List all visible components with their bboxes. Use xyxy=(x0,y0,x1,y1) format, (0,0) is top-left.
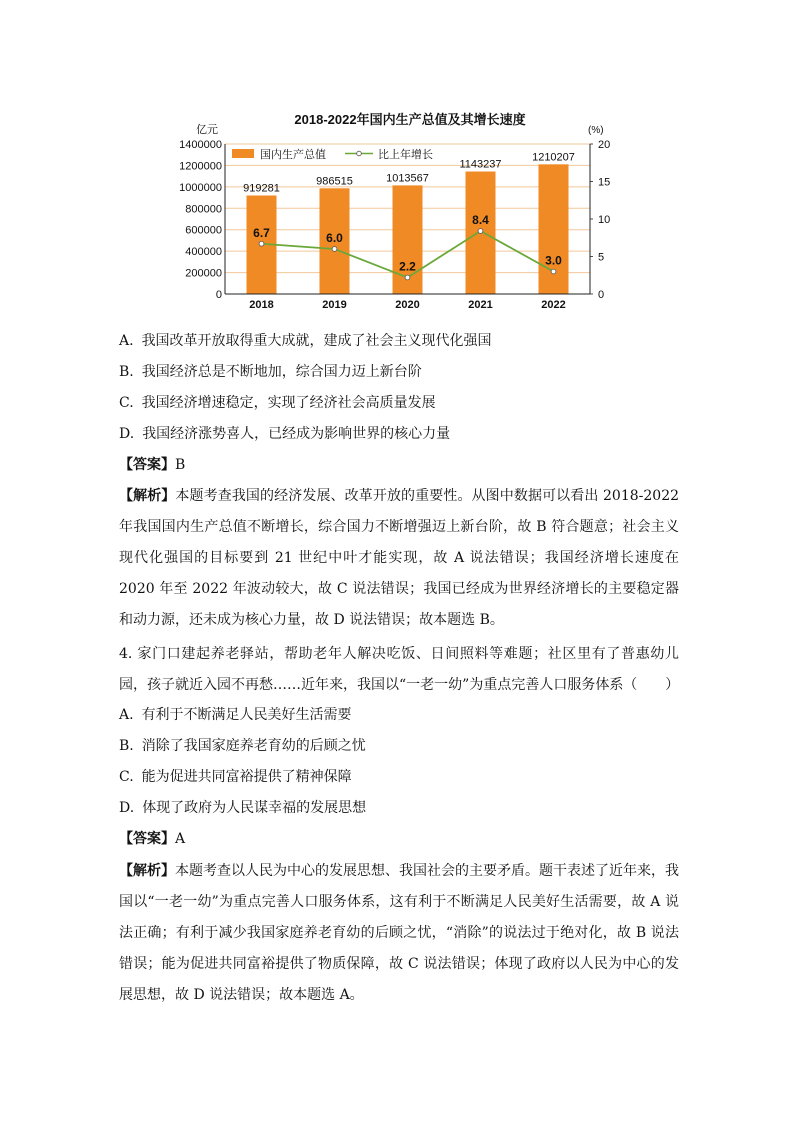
bar-value-label: 1143237 xyxy=(459,158,502,171)
q4-option-d: D. 体现了政府为人民谋幸福的发展思想 xyxy=(119,800,367,816)
bar-value-label: 919281 xyxy=(243,182,280,195)
q3-answer: 【答案】B xyxy=(119,457,186,473)
right-axis-unit: (%) xyxy=(588,125,604,136)
q4-answer: 【答案】A xyxy=(119,831,186,847)
q3-analysis: 【解析】本题考查我国的经济发展、改革开放的重要性。从图中数据可以看出 2018-2022 年我国国内生产总值不断增长，综合国力不断增强迈上新台阶，故 B 符合题意；社会主义现代化强国的目标要到 21 世纪中叶才能实现，故 A 说法错误；我国经济增长速度在 2020 年至 2022 年波动较大，故 C 说法错误；我国已经成为世界经济增长的主要稳定器和动力源，还未成为核心力量，故 D 说法错误；故本题选 B。 xyxy=(119,488,680,628)
q4-analysis: 【解析】本题考查以人民为中心的发展思想、我国社会的主要矛盾。题干表述了近年来，我国以“一老一幼”为重点完善人口服务体系，这有利于不断满足人民美好生活需要，故 A 说法正确；有利于减少我国家庭养老育幼的后顾之忧，“消除”的说法过于绝对化，故 B 说法错误；能为促进共同富裕提供了物质保障，故 C 说法错误；体现了政府以人民为中心的发展思想，故 D 说法错误；故本题选 A。 xyxy=(119,863,679,1003)
bar-value-label: 1013567 xyxy=(386,172,429,185)
bar-value-label: 986515 xyxy=(316,175,353,188)
left-axis-unit: 亿元 xyxy=(196,124,218,136)
growth-value-label: 8.4 xyxy=(472,213,489,227)
right-tick-label: 15 xyxy=(598,176,611,189)
chart-title: 2018-2022年国内生产总值及其增长速度 xyxy=(294,112,526,127)
right-tick-label: 0 xyxy=(598,289,605,301)
growth-point xyxy=(405,275,410,280)
legend xyxy=(232,147,433,161)
left-tick-label: 400000 xyxy=(185,246,222,259)
x-tick-label: 2021 xyxy=(468,299,493,311)
legend-bar-label: 国内生产总值 xyxy=(260,149,326,161)
left-tick-label: 800000 xyxy=(185,203,222,216)
bar-value-label: 1210207 xyxy=(532,151,575,164)
growth-point xyxy=(551,269,556,274)
left-tick-label: 1400000 xyxy=(179,139,222,151)
growth-point xyxy=(332,247,337,252)
right-tick-label: 5 xyxy=(598,251,605,264)
left-tick-label: 600000 xyxy=(185,224,222,237)
x-tick-label: 2019 xyxy=(322,299,347,311)
growth-value-label: 2.2 xyxy=(399,259,416,274)
growth-point xyxy=(259,241,264,246)
bar xyxy=(539,164,569,294)
q4-stem: 4. 家门口建起养老驿站，帮助老年人解决吃饭、日间照料等难题；社区里有了普惠幼儿园，孩子就近入园不再愁……近年来，我国以“一老一幼”为重点完善人口服务体系（ ） xyxy=(119,646,680,693)
left-tick-label: 1200000 xyxy=(179,160,222,173)
legend-bar-swatch xyxy=(232,149,254,158)
q3-option-a: A. 我国改革开放取得重大成就，建成了社会主义现代化强国 xyxy=(119,333,492,349)
left-tick-label: 0 xyxy=(215,289,222,301)
gdp-chart xyxy=(170,106,620,316)
x-tick-label: 2020 xyxy=(395,299,420,311)
growth-value-label: 3.0 xyxy=(545,253,562,268)
growth-value-label: 6.7 xyxy=(253,225,270,240)
x-tick-label: 2018 xyxy=(249,299,274,311)
q4-option-b: B. 消除了我国家庭养老育幼的后顾之忧 xyxy=(119,738,366,754)
legend-line-marker xyxy=(357,151,362,156)
q3-option-d: D. 我国经济涨势喜人，已经成为影响世界的核心力量 xyxy=(119,426,451,442)
q4-option-a: A. 有利于不断满足人民美好生活需要 xyxy=(119,707,352,723)
growth-value-label: 6.0 xyxy=(326,231,343,245)
q3-option-c: C. 我国经济增速稳定，实现了经济社会高质量发展 xyxy=(119,395,436,411)
q4-option-c: C. 能为促进共同富裕提供了精神保障 xyxy=(119,769,352,785)
q3-option-b: B. 我国经济总是不断地加，综合国力迈上新台阶 xyxy=(119,364,422,380)
x-tick-label: 2022 xyxy=(541,299,566,311)
right-tick-label: 20 xyxy=(598,139,611,151)
legend-line-label: 比上年增长 xyxy=(378,149,433,161)
left-tick-label: 1000000 xyxy=(179,181,222,194)
left-tick-label: 200000 xyxy=(185,267,222,280)
growth-point xyxy=(478,229,483,234)
right-tick-label: 10 xyxy=(598,214,611,226)
